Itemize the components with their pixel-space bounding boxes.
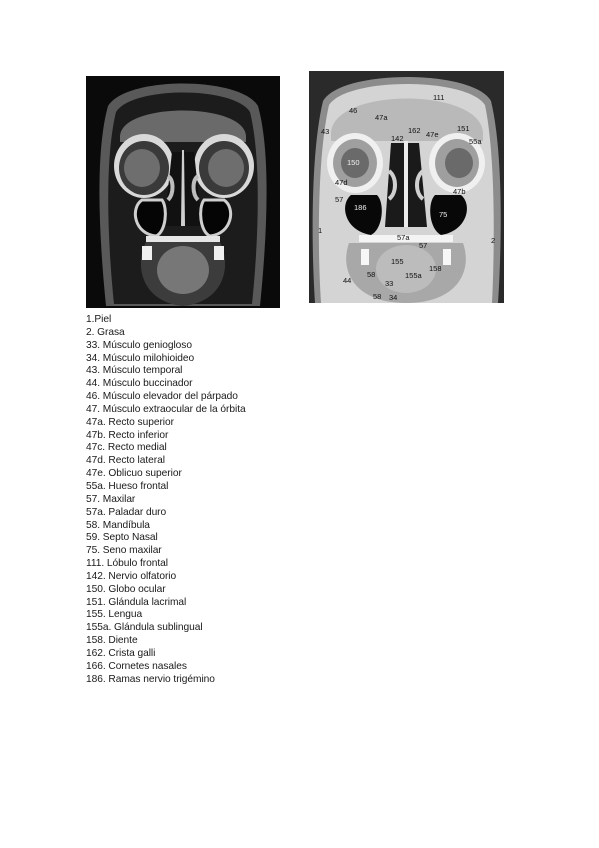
diagram-label: 186 <box>354 203 367 212</box>
legend-item: 59. Septo Nasal <box>86 532 158 544</box>
diagram-label: 33 <box>385 279 394 288</box>
legend-item: 158. Diente <box>86 635 138 647</box>
diagram-label: 47a <box>375 113 388 122</box>
legend-item: 55a. Hueso frontal <box>86 480 169 492</box>
diagram-label: 155 <box>391 257 404 266</box>
legend-item: 186. Ramas nervio trigémino <box>86 673 215 685</box>
legend-item: 47c. Recto medial <box>86 442 167 454</box>
legend-item: 57a. Paladar duro <box>86 506 167 518</box>
diagram-label: 58 <box>367 270 376 279</box>
diagram-label: 75 <box>439 210 448 219</box>
legend-item: 44. Músculo buccinador <box>86 378 193 390</box>
diagram-label: 44 <box>343 276 352 285</box>
legend-item: 58. Mandíbula <box>86 519 150 531</box>
diagram-label: 46 <box>349 106 358 115</box>
diagram-label: 150 <box>347 158 360 167</box>
legend-item: 166. Cornetes nasales <box>86 660 187 672</box>
diagram-label: 47b <box>453 187 466 196</box>
legend-item: 47. Músculo extraocular de la órbita <box>86 403 246 415</box>
diagram-label: 142 <box>391 134 404 143</box>
diagram-label: 1 <box>318 226 323 235</box>
diagram-label: 155a <box>405 271 422 280</box>
coronal-ct-scan-image <box>86 76 280 308</box>
legend-item: 57. Maxilar <box>86 493 136 505</box>
diagram-label: 58 <box>373 292 382 301</box>
legend-item: 47e. Oblicuo superior <box>86 468 182 480</box>
diagram-label: 47e <box>426 130 439 139</box>
labeled-anatomy-diagram <box>309 71 504 303</box>
legend-item: 151. Glándula lacrimal <box>86 596 187 608</box>
legend-item: 142. Nervio olfatorio <box>86 570 177 582</box>
diagram-label: 2 <box>491 236 496 245</box>
diagram-label: 34 <box>389 293 398 302</box>
ct-scan-image <box>86 76 280 308</box>
legend-item: 47d. Recto lateral <box>86 455 165 467</box>
legend-item: 162. Crista galli <box>86 647 156 659</box>
legend-item: 34. Músculo milohioideo <box>86 352 195 364</box>
legend-item: 33. Músculo geniogloso <box>86 339 192 351</box>
diagram-label: 55a <box>469 137 482 146</box>
legend-item: 43. Músculo temporal <box>86 365 183 377</box>
anatomy-legend <box>86 314 246 686</box>
diagram-label: 57 <box>335 195 344 204</box>
labeled-diagram-image <box>309 71 504 303</box>
diagram-label: 151 <box>457 124 470 133</box>
legend-item: 46. Músculo elevador del párpado <box>86 391 238 403</box>
legend-item: 155. Lengua <box>86 609 143 621</box>
legend-item: 150. Globo ocular <box>86 583 166 595</box>
legend-item: 47a. Recto superior <box>86 416 174 428</box>
legend-item: 2. Grasa <box>86 326 125 338</box>
legend-item: 155a. Glándula sublingual <box>86 622 203 634</box>
legend-item: 1.Piel <box>86 314 112 325</box>
legend-item: 111. Lóbulo frontal <box>86 558 168 570</box>
diagram-label: 111 <box>433 93 445 102</box>
legend-item: 47b. Recto inferior <box>86 429 169 441</box>
diagram-label: 57 <box>419 241 428 250</box>
legend-item: 75. Seno maxilar <box>86 545 162 557</box>
diagram-label: 43 <box>321 127 330 136</box>
diagram-label: 57a <box>397 233 410 242</box>
diagram-label: 162 <box>408 126 421 135</box>
diagram-label: 47d <box>335 178 348 187</box>
diagram-label: 158 <box>429 264 442 273</box>
